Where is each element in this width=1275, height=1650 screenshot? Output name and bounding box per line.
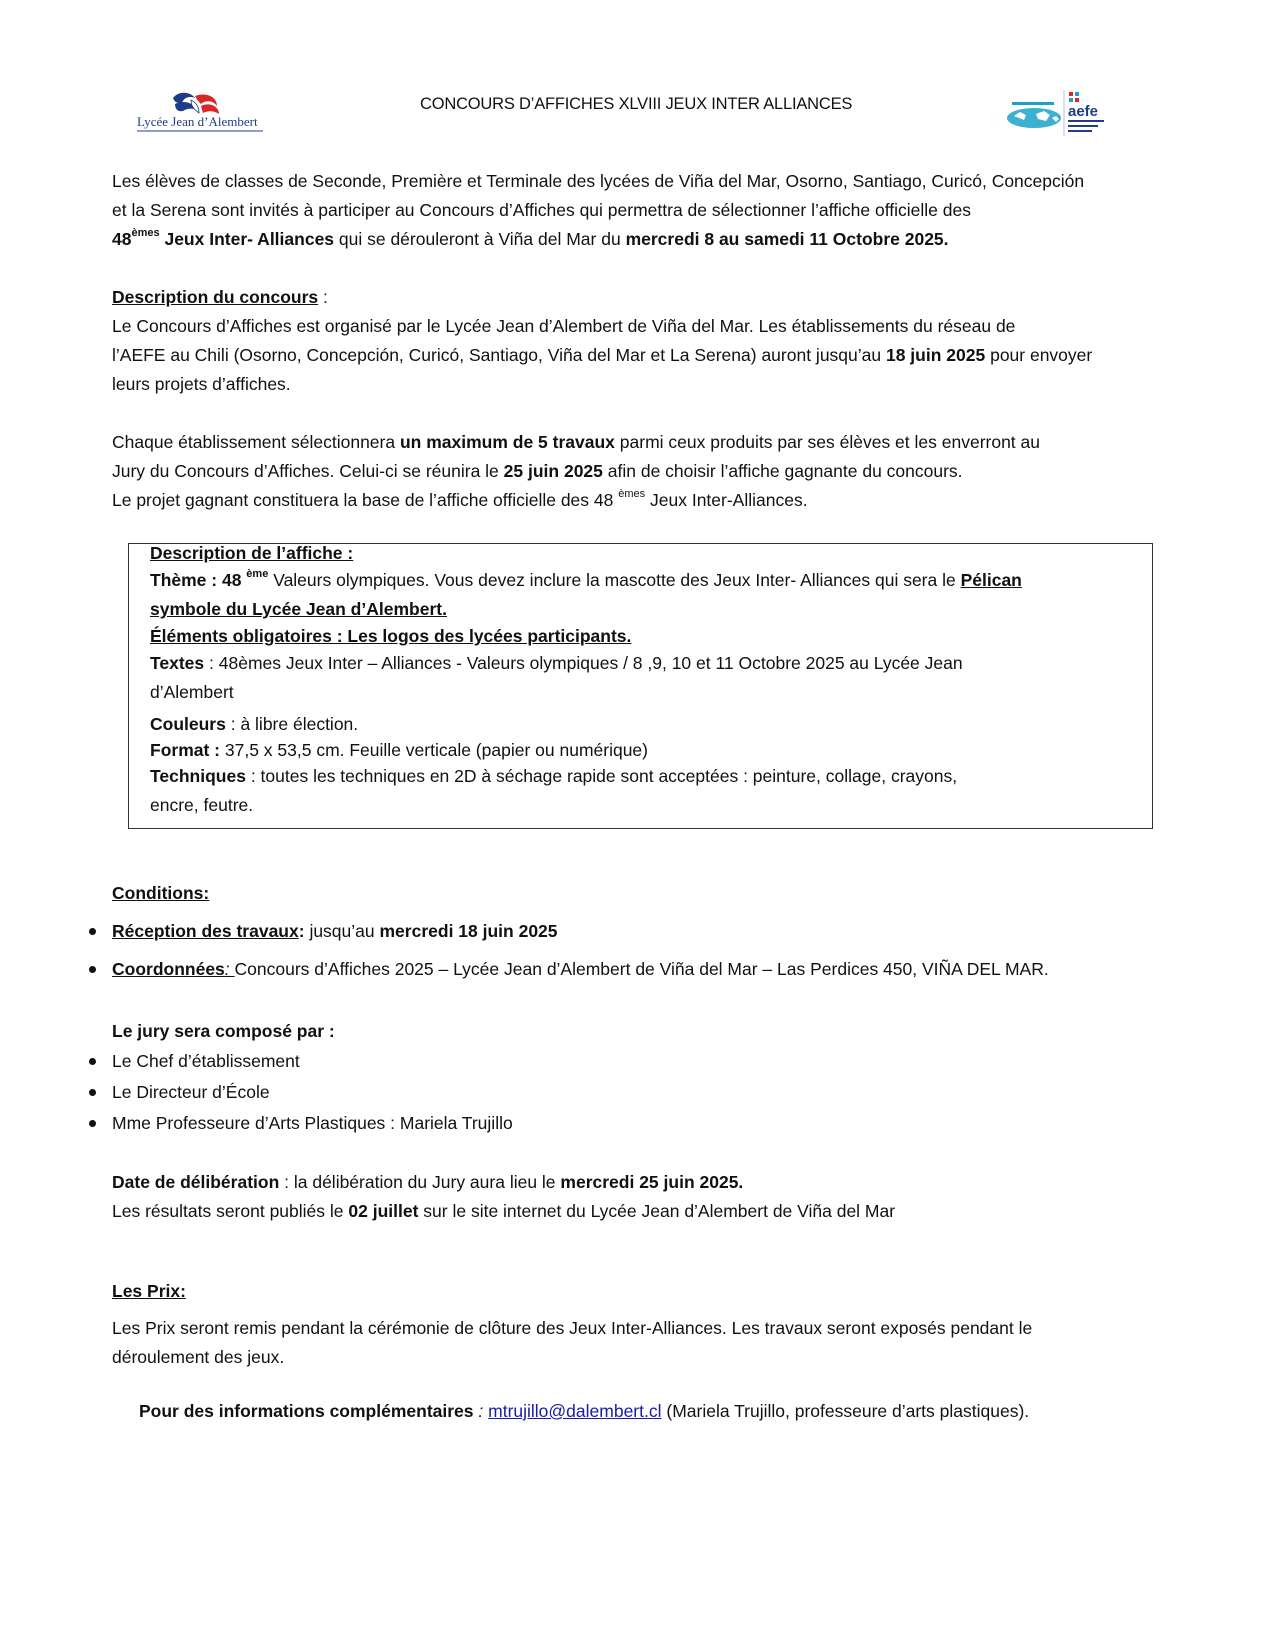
condition-coordinates-text: Concours d’Affiches 2025 – Lycée Jean d’Alembert de Viña del Mar – Las Perdices 450, VIÑA DEL MAR. (234, 959, 1049, 979)
jury-heading (112, 1017, 335, 1046)
selection-line-1-c: parmi ceux produits par ses élèves et les enverront au (614, 432, 1040, 452)
prix-heading-text: Les Prix: (112, 1281, 186, 1301)
conditions-heading-text: Conditions: (112, 883, 210, 903)
prix-heading (112, 1277, 186, 1306)
bullet-icon (89, 1089, 96, 1096)
description-line-1: Le Concours d’Affiches est organisé par le Lycée Jean d’Alembert de Viña del Mar. Les établissements du réseau de (112, 316, 1016, 336)
contact-line (139, 1397, 1029, 1426)
deliberation-date: mercredi 25 juin 2025. (560, 1172, 744, 1192)
theme-line (150, 566, 1022, 595)
selection-line-3-b: Jeux Inter-Alliances. (645, 490, 808, 510)
condition-coordinates-sep: : (224, 959, 235, 979)
deliberation-line-2 (112, 1197, 895, 1226)
description-line-2-c: pour envoyer (985, 345, 1093, 365)
intro-line-1: Les élèves de classes de Seconde, Première et Terminale des lycées de Viña del Mar, Osorno, Santiago, Curicó, Concepción (112, 171, 1085, 191)
techniques-line (150, 762, 957, 791)
jury-heading-text: Le jury sera composé par : (112, 1021, 335, 1041)
contact-sep: : (473, 1401, 489, 1421)
theme-label: Thème : 48 (150, 570, 247, 590)
prix-line-1: Les Prix seront remis pendant la cérémonie de clôture des Jeux Inter-Alliances. Les travaux seront exposés pendant le (112, 1318, 1033, 1338)
bullet-icon (89, 966, 96, 973)
techniques-line-2: encre, feutre. (150, 795, 254, 815)
bullet-icon (89, 928, 96, 935)
couleurs-line (150, 710, 358, 739)
intro-location: qui se dérouleront à Viña del Mar du (338, 229, 626, 249)
selection-line-1-a: Chaque établissement sélectionnera (112, 432, 400, 452)
condition-reception-label: Réception des travaux (112, 921, 299, 941)
textes-line (150, 649, 963, 678)
description-line-2-a: l’AEFE au Chili (Osorno, Concepción, Curicó, Santiago, Viña del Mar et La Serena) auront jusqu’au (112, 345, 886, 365)
format-label: Format : (150, 740, 220, 760)
lycee-logo (135, 86, 275, 136)
format-line (150, 736, 648, 765)
contact-email-link[interactable]: mtrujillo@dalembert.cl (488, 1401, 662, 1421)
selection-line-2-c: afin de choisir l’affiche gagnante du concours. (602, 461, 963, 481)
lycee-logo-text: Lycée Jean d’Alembert (137, 114, 258, 129)
couleurs-label: Couleurs (150, 714, 226, 734)
page-title: CONCOURS D’AFFICHES XLVIII JEUX INTER ALLIANCES (420, 95, 853, 113)
textes-text: : 48èmes Jeux Inter – Alliances - Valeurs olympiques / 8 ,9, 10 et 11 Octobre 2025 au Lycée Jean (204, 653, 963, 673)
condition-coordinates-label: Coordonnées (112, 959, 225, 979)
results-date: 02 juillet (348, 1201, 419, 1221)
bullet-icon (89, 1120, 96, 1127)
selection-line-3-a: Le projet gagnant constituera la base de l’affiche officielle des 48 (112, 490, 619, 510)
couleurs-text: : à libre élection. (225, 714, 359, 734)
contact-label: Pour des informations complémentaires (139, 1401, 474, 1421)
textes-label: Textes (150, 653, 205, 673)
jury-member: Le Directeur d’École (112, 1082, 270, 1102)
jury-meeting-date: 25 juin 2025 (503, 461, 603, 481)
conditions-heading (112, 879, 209, 908)
textes-line-2: d’Alembert (150, 682, 234, 702)
bullet-icon (89, 1058, 96, 1065)
condition-reception-date: mercredi 18 juin 2025 (379, 921, 558, 941)
selection-line-2 (112, 457, 963, 486)
intro-dates: mercredi 8 au samedi 11 Octobre 2025. (625, 229, 949, 249)
mandatory-elements-text: Éléments obligatoires : Les logos des lycées participants. (150, 626, 632, 646)
aefe-logo (1006, 88, 1118, 140)
selection-line-3 (112, 486, 808, 515)
poster-heading-text: Description de l’affiche : (150, 543, 354, 563)
max-works: un maximum de 5 travaux (399, 432, 615, 452)
deliberation-label: Date de délibération (112, 1172, 280, 1192)
condition-reception (112, 917, 558, 946)
description-line-2 (112, 341, 1092, 370)
intro-games-name: Jeux Inter- Alliances (159, 229, 339, 249)
mandatory-elements (150, 622, 631, 651)
theme-sup: ème (246, 568, 269, 580)
mascot-name: Pélican (960, 570, 1022, 590)
description-heading: Description du concours (112, 287, 319, 307)
results-text-c: sur le site internet du Lycée Jean d’Alembert de Viña del Mar (418, 1201, 896, 1221)
results-text-a: Les résultats seront publiés le (112, 1201, 349, 1221)
intro-edition-sup: èmes (131, 227, 160, 239)
aefe-logo-text: aefe (1068, 103, 1099, 120)
selection-line-1 (112, 428, 1040, 457)
description-heading-suffix: : (318, 287, 328, 307)
description-heading-line (112, 283, 328, 312)
poster-heading (150, 539, 353, 568)
contact-after: (Mariela Trujillo, professeure d’arts plastiques). (661, 1401, 1030, 1421)
deliberation-text: : la délibération du Jury aura lieu le (279, 1172, 561, 1192)
format-text: 37,5 x 53,5 cm. Feuille verticale (papier ou numérique) (220, 740, 648, 760)
selection-line-3-sup: èmes (618, 488, 646, 500)
techniques-label: Techniques (150, 766, 246, 786)
intro-line-2: et la Serena sont invités à participer au Concours d’Affiches qui permettra de sélectionner l’affiche officielle des (112, 200, 971, 220)
selection-line-2-a: Jury du Concours d’Affiches. Celui-ci se réunira le (112, 461, 504, 481)
condition-reception-sep: : (298, 921, 310, 941)
prix-line-2: déroulement des jeux. (112, 1347, 285, 1367)
description-line-3: leurs projets d’affiches. (112, 374, 291, 394)
deliberation-line-1 (112, 1168, 743, 1197)
techniques-text: : toutes les techniques en 2D à séchage rapide sont acceptées : peinture, collage, crayons, (245, 766, 958, 786)
condition-reception-text: jusqu’au (309, 921, 380, 941)
jury-member: Le Chef d’établissement (112, 1051, 300, 1071)
mascot-description: symbole du Lycée Jean d’Alembert. (150, 599, 447, 619)
theme-line-2 (150, 595, 447, 624)
intro-line-3 (112, 225, 949, 254)
jury-member: Mme Professeure d’Arts Plastiques : Mariela Trujillo (112, 1113, 513, 1133)
submission-deadline: 18 juin 2025 (885, 345, 986, 365)
condition-coordinates (112, 955, 1049, 984)
intro-edition-number: 48 (112, 229, 132, 249)
theme-text: Valeurs olympiques. Vous devez inclure la mascotte des Jeux Inter- Alliances qui sera le (268, 570, 961, 590)
